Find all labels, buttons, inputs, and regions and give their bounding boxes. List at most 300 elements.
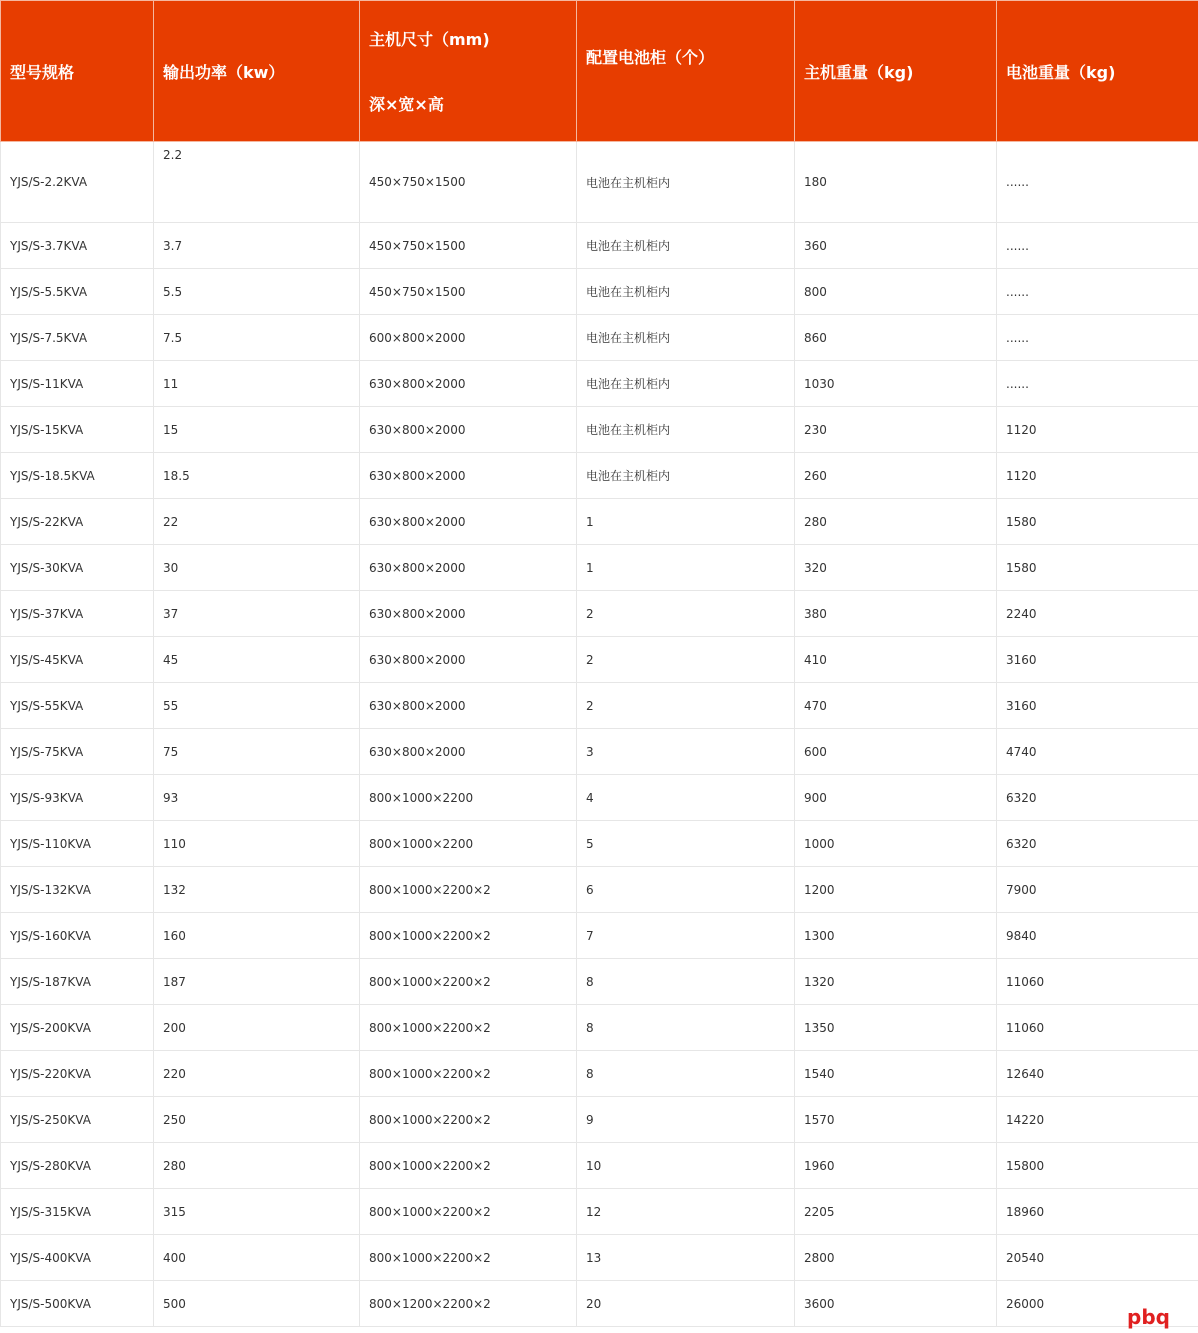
cell-battery-cabinets-text: 20 xyxy=(586,1296,602,1311)
cell-model-text: YJS/S-400KVA xyxy=(10,1250,91,1265)
cell-battery-cabinets xyxy=(577,453,795,499)
cell-battery-weight xyxy=(997,545,1198,591)
table-row xyxy=(1,361,1198,407)
cell-size xyxy=(360,821,577,867)
cell-battery-weight-text: 3160 xyxy=(1006,652,1037,667)
table-row xyxy=(1,1143,1198,1189)
table-row xyxy=(1,591,1198,637)
cell-host-weight xyxy=(795,959,997,1005)
cell-power xyxy=(154,315,360,361)
cell-host-weight-text: 1320 xyxy=(804,974,835,989)
cell-battery-weight xyxy=(997,407,1198,453)
cell-battery-weight xyxy=(997,775,1198,821)
cell-host-weight xyxy=(795,1097,997,1143)
cell-battery-cabinets xyxy=(577,1189,795,1235)
cell-power xyxy=(154,142,360,223)
cell-size xyxy=(360,1235,577,1281)
cell-model xyxy=(1,315,154,361)
cell-power-text: 37 xyxy=(163,606,179,621)
table-row xyxy=(1,775,1198,821)
cell-battery-weight-text: 11060 xyxy=(1006,1020,1045,1035)
header-row xyxy=(1,1,1198,142)
cell-host-weight xyxy=(795,545,997,591)
cell-power xyxy=(154,683,360,729)
cell-host-weight-text: 800 xyxy=(804,284,827,299)
cell-size xyxy=(360,361,577,407)
cell-power xyxy=(154,1005,360,1051)
cell-model xyxy=(1,1097,154,1143)
cell-battery-cabinets-text: 4 xyxy=(586,790,594,805)
cell-power xyxy=(154,775,360,821)
cell-model xyxy=(1,269,154,315)
cell-power-text: 18.5 xyxy=(163,468,190,483)
header-power xyxy=(154,1,360,142)
cell-power-text: 2.2 xyxy=(163,148,183,162)
cell-battery-weight-text: 26000 xyxy=(1006,1296,1045,1311)
cell-battery-cabinets-text: 7 xyxy=(586,928,594,943)
header-size-dimensions: 深×宽×高 xyxy=(369,95,444,114)
cell-power-text: 93 xyxy=(163,790,179,805)
cell-size-text: 800×1000×2200×2 xyxy=(369,1112,491,1127)
cell-battery-weight xyxy=(997,1235,1198,1281)
cell-model xyxy=(1,1005,154,1051)
cell-size-text: 450×750×1500 xyxy=(369,175,466,189)
cell-battery-weight-text: 9840 xyxy=(1006,928,1037,943)
cell-battery-weight xyxy=(997,361,1198,407)
cell-battery-weight xyxy=(997,1051,1198,1097)
cell-size xyxy=(360,453,577,499)
header-battery-cabinet-label: 配置电池柜（个） xyxy=(586,48,715,67)
cell-model-text: YJS/S-3.7KVA xyxy=(10,238,88,253)
cell-battery-weight xyxy=(997,1143,1198,1189)
cell-model xyxy=(1,142,154,223)
cell-size xyxy=(360,1281,577,1327)
cell-size-text: 450×750×1500 xyxy=(369,284,466,299)
cell-power xyxy=(154,499,360,545)
cell-battery-weight-text: ...... xyxy=(1006,376,1029,391)
cell-model xyxy=(1,453,154,499)
cell-battery-cabinets xyxy=(577,867,795,913)
cell-power-text: 200 xyxy=(163,1020,186,1035)
table-row xyxy=(1,142,1198,223)
cell-model xyxy=(1,1235,154,1281)
cell-power xyxy=(154,867,360,913)
cell-host-weight xyxy=(795,1189,997,1235)
cell-battery-weight-text: 14220 xyxy=(1006,1112,1045,1127)
cell-host-weight-text: 600 xyxy=(804,744,827,759)
cell-size-text: 600×800×2000 xyxy=(369,330,466,345)
table-row xyxy=(1,1235,1198,1281)
cell-host-weight-text: 1030 xyxy=(804,376,835,391)
cell-power xyxy=(154,1281,360,1327)
cell-model xyxy=(1,1189,154,1235)
cell-host-weight-text: 360 xyxy=(804,238,827,253)
table-row xyxy=(1,1281,1198,1327)
cell-model xyxy=(1,1281,154,1327)
cell-size-text: 630×800×2000 xyxy=(369,606,466,621)
cell-battery-cabinets-text: 13 xyxy=(586,1250,602,1265)
cell-power-text: 45 xyxy=(163,652,179,667)
cell-size-text: 630×800×2000 xyxy=(369,514,466,529)
table-row xyxy=(1,1051,1198,1097)
header-battery-weight xyxy=(997,1,1198,142)
cell-model-text: YJS/S-132KVA xyxy=(10,882,91,897)
cell-battery-weight-text: 3160 xyxy=(1006,698,1037,713)
cell-model-text: YJS/S-37KVA xyxy=(10,606,84,621)
cell-battery-cabinets-text: 9 xyxy=(586,1112,594,1127)
cell-battery-weight xyxy=(997,223,1198,269)
cell-power xyxy=(154,223,360,269)
cell-size-text: 630×800×2000 xyxy=(369,698,466,713)
cell-model-text: YJS/S-15KVA xyxy=(10,422,84,437)
cell-model-text: YJS/S-500KVA xyxy=(10,1296,91,1311)
cell-battery-cabinets-text: 1 xyxy=(586,514,594,529)
cell-model-text: YJS/S-280KVA xyxy=(10,1158,91,1173)
cell-battery-cabinets-text: 电池在主机柜内 xyxy=(586,285,671,299)
cell-power-text: 11 xyxy=(163,376,179,391)
cell-host-weight xyxy=(795,1005,997,1051)
cell-model xyxy=(1,1051,154,1097)
cell-size xyxy=(360,142,577,223)
cell-battery-weight-text: 20540 xyxy=(1006,1250,1045,1265)
cell-size-text: 800×1000×2200×2 xyxy=(369,928,491,943)
cell-model-text: YJS/S-200KVA xyxy=(10,1020,91,1035)
cell-model xyxy=(1,867,154,913)
header-model xyxy=(1,1,154,142)
cell-model xyxy=(1,683,154,729)
cell-size xyxy=(360,913,577,959)
header-battery-cabinet xyxy=(577,1,795,142)
cell-host-weight-text: 380 xyxy=(804,606,827,621)
cell-host-weight-text: 1570 xyxy=(804,1112,835,1127)
cell-model-text: YJS/S-7.5KVA xyxy=(10,330,88,345)
cell-battery-cabinets xyxy=(577,315,795,361)
table-row xyxy=(1,1097,1198,1143)
cell-battery-weight xyxy=(997,683,1198,729)
cell-model-text: YJS/S-22KVA xyxy=(10,514,84,529)
cell-battery-weight-text: 6320 xyxy=(1006,836,1037,851)
table-row xyxy=(1,1005,1198,1051)
cell-battery-cabinets xyxy=(577,1143,795,1189)
cell-power-text: 5.5 xyxy=(163,284,183,299)
cell-size-text: 630×800×2000 xyxy=(369,652,466,667)
cell-size xyxy=(360,499,577,545)
cell-battery-cabinets xyxy=(577,142,795,223)
cell-host-weight-text: 410 xyxy=(804,652,827,667)
cell-size-text: 800×1000×2200 xyxy=(369,836,474,851)
cell-model-text: YJS/S-187KVA xyxy=(10,974,91,989)
cell-host-weight xyxy=(795,407,997,453)
cell-battery-weight-text: 11060 xyxy=(1006,974,1045,989)
cell-battery-weight xyxy=(997,453,1198,499)
cell-battery-weight-text: 4740 xyxy=(1006,744,1037,759)
cell-host-weight-text: 1300 xyxy=(804,928,835,943)
cell-size xyxy=(360,315,577,361)
cell-battery-weight-text: ...... xyxy=(1006,175,1029,189)
cell-host-weight xyxy=(795,1051,997,1097)
cell-model-text: YJS/S-55KVA xyxy=(10,698,84,713)
cell-model xyxy=(1,591,154,637)
cell-host-weight xyxy=(795,1235,997,1281)
header-battery-weight-label: 电池重量（kg) xyxy=(1006,62,1116,82)
cell-battery-cabinets xyxy=(577,361,795,407)
cell-model xyxy=(1,637,154,683)
cell-battery-cabinets-text: 8 xyxy=(586,1020,594,1035)
cell-battery-cabinets-text: 电池在主机柜内 xyxy=(586,377,671,391)
cell-size xyxy=(360,223,577,269)
cell-model-text: YJS/S-5.5KVA xyxy=(10,284,88,299)
cell-size xyxy=(360,1189,577,1235)
cell-size xyxy=(360,775,577,821)
cell-model xyxy=(1,775,154,821)
cell-battery-cabinets xyxy=(577,499,795,545)
cell-model xyxy=(1,1143,154,1189)
cell-host-weight xyxy=(795,821,997,867)
cell-power-text: 400 xyxy=(163,1250,186,1265)
table-row xyxy=(1,1189,1198,1235)
cell-battery-cabinets xyxy=(577,407,795,453)
watermark: pbq xyxy=(1127,1305,1170,1329)
table-row xyxy=(1,453,1198,499)
table-header xyxy=(1,1,1198,142)
table-row xyxy=(1,821,1198,867)
cell-battery-cabinets xyxy=(577,1097,795,1143)
cell-power-text: 110 xyxy=(163,836,186,851)
cell-host-weight-text: 1960 xyxy=(804,1158,835,1173)
cell-host-weight-text: 2800 xyxy=(804,1250,835,1265)
cell-size-text: 630×800×2000 xyxy=(369,376,466,391)
cell-size-text: 800×1000×2200×2 xyxy=(369,1066,491,1081)
cell-model-text: YJS/S-75KVA xyxy=(10,744,84,759)
cell-size xyxy=(360,591,577,637)
cell-power xyxy=(154,1189,360,1235)
cell-battery-weight xyxy=(997,1097,1198,1143)
cell-power xyxy=(154,1235,360,1281)
header-host-weight-label: 主机重量（kg) xyxy=(804,62,914,82)
cell-battery-weight xyxy=(997,591,1198,637)
cell-battery-weight xyxy=(997,959,1198,1005)
cell-model xyxy=(1,223,154,269)
cell-battery-cabinets xyxy=(577,821,795,867)
cell-battery-weight-text: 12640 xyxy=(1006,1066,1045,1081)
cell-host-weight-text: 1350 xyxy=(804,1020,835,1035)
table-row xyxy=(1,315,1198,361)
header-size xyxy=(360,1,577,142)
cell-host-weight xyxy=(795,1281,997,1327)
table-row xyxy=(1,683,1198,729)
cell-power xyxy=(154,637,360,683)
cell-size-text: 800×1000×2200 xyxy=(369,790,474,805)
cell-host-weight xyxy=(795,142,997,223)
cell-model xyxy=(1,361,154,407)
cell-battery-cabinets-text: 5 xyxy=(586,836,594,851)
cell-host-weight-text: 860 xyxy=(804,330,827,345)
cell-battery-weight-text: 18960 xyxy=(1006,1204,1045,1219)
cell-model-text: YJS/S-2.2KVA xyxy=(10,175,88,189)
cell-host-weight-text: 180 xyxy=(804,175,827,189)
cell-power-text: 75 xyxy=(163,744,179,759)
cell-model-text: YJS/S-110KVA xyxy=(10,836,91,851)
cell-size-text: 630×800×2000 xyxy=(369,744,466,759)
cell-model-text: YJS/S-93KVA xyxy=(10,790,84,805)
cell-battery-weight-text: ...... xyxy=(1006,284,1029,299)
cell-size-text: 800×1000×2200×2 xyxy=(369,1204,491,1219)
cell-battery-cabinets xyxy=(577,775,795,821)
cell-size xyxy=(360,407,577,453)
cell-power-text: 7.5 xyxy=(163,330,183,345)
cell-power xyxy=(154,729,360,775)
cell-host-weight xyxy=(795,269,997,315)
cell-battery-cabinets xyxy=(577,637,795,683)
cell-battery-cabinets-text: 8 xyxy=(586,1066,594,1081)
cell-power-text: 220 xyxy=(163,1066,186,1081)
cell-battery-weight-text: 2240 xyxy=(1006,606,1037,621)
cell-battery-cabinets-text: 3 xyxy=(586,744,594,759)
cell-size-text: 800×1200×2200×2 xyxy=(369,1296,491,1311)
cell-host-weight xyxy=(795,683,997,729)
cell-power xyxy=(154,453,360,499)
cell-battery-weight xyxy=(997,1005,1198,1051)
cell-model xyxy=(1,545,154,591)
cell-host-weight-text: 470 xyxy=(804,698,827,713)
cell-host-weight-text: 1200 xyxy=(804,882,835,897)
cell-battery-cabinets-text: 12 xyxy=(586,1204,602,1219)
cell-battery-cabinets xyxy=(577,1281,795,1327)
cell-battery-cabinets xyxy=(577,545,795,591)
cell-battery-weight xyxy=(997,821,1198,867)
table-row xyxy=(1,729,1198,775)
cell-battery-cabinets-text: 6 xyxy=(586,882,594,897)
table-body xyxy=(1,142,1198,1327)
cell-power-text: 187 xyxy=(163,974,186,989)
cell-model-text: YJS/S-160KVA xyxy=(10,928,91,943)
cell-battery-weight-text: 1580 xyxy=(1006,514,1037,529)
cell-battery-cabinets xyxy=(577,1235,795,1281)
cell-host-weight xyxy=(795,775,997,821)
cell-power xyxy=(154,591,360,637)
cell-power xyxy=(154,1143,360,1189)
cell-size xyxy=(360,729,577,775)
table-row xyxy=(1,913,1198,959)
cell-battery-cabinets xyxy=(577,223,795,269)
table-row xyxy=(1,959,1198,1005)
cell-battery-weight-text: ...... xyxy=(1006,238,1029,253)
cell-size-text: 800×1000×2200×2 xyxy=(369,1250,491,1265)
cell-host-weight xyxy=(795,315,997,361)
cell-power-text: 280 xyxy=(163,1158,186,1173)
cell-battery-cabinets-text: 10 xyxy=(586,1158,602,1173)
cell-size xyxy=(360,1005,577,1051)
cell-battery-cabinets-text: 电池在主机柜内 xyxy=(586,331,671,345)
cell-size-text: 450×750×1500 xyxy=(369,238,466,253)
header-size-label: 主机尺寸（mm) xyxy=(369,30,490,49)
cell-battery-weight-text: 6320 xyxy=(1006,790,1037,805)
cell-size xyxy=(360,269,577,315)
cell-battery-weight-text: 15800 xyxy=(1006,1158,1045,1173)
cell-power xyxy=(154,269,360,315)
cell-battery-weight xyxy=(997,729,1198,775)
cell-model-text: YJS/S-220KVA xyxy=(10,1066,91,1081)
cell-model xyxy=(1,959,154,1005)
cell-model-text: YJS/S-30KVA xyxy=(10,560,84,575)
cell-host-weight-text: 3600 xyxy=(804,1296,835,1311)
cell-power xyxy=(154,821,360,867)
cell-battery-weight xyxy=(997,499,1198,545)
cell-power xyxy=(154,407,360,453)
cell-size-text: 800×1000×2200×2 xyxy=(369,1158,491,1173)
cell-battery-cabinets-text: 电池在主机柜内 xyxy=(586,239,671,253)
cell-power-text: 30 xyxy=(163,560,179,575)
cell-power-text: 315 xyxy=(163,1204,186,1219)
cell-host-weight xyxy=(795,867,997,913)
cell-battery-cabinets-text: 电池在主机柜内 xyxy=(586,469,671,483)
cell-power-text: 132 xyxy=(163,882,186,897)
cell-model-text: YJS/S-250KVA xyxy=(10,1112,91,1127)
cell-size-text: 800×1000×2200×2 xyxy=(369,974,491,989)
cell-battery-weight xyxy=(997,637,1198,683)
cell-power-text: 500 xyxy=(163,1296,186,1311)
cell-battery-cabinets-text: 8 xyxy=(586,974,594,989)
cell-power xyxy=(154,1097,360,1143)
cell-size xyxy=(360,867,577,913)
table-row xyxy=(1,499,1198,545)
cell-host-weight-text: 260 xyxy=(804,468,827,483)
cell-battery-weight-text: 7900 xyxy=(1006,882,1037,897)
cell-power-text: 22 xyxy=(163,514,179,529)
cell-size-text: 800×1000×2200×2 xyxy=(369,882,491,897)
cell-battery-cabinets-text: 2 xyxy=(586,606,594,621)
table-row xyxy=(1,223,1198,269)
cell-battery-weight-text: 1580 xyxy=(1006,560,1037,575)
cell-host-weight xyxy=(795,637,997,683)
cell-battery-cabinets xyxy=(577,729,795,775)
cell-battery-weight xyxy=(997,913,1198,959)
cell-battery-cabinets-text: 2 xyxy=(586,652,594,667)
cell-power-text: 55 xyxy=(163,698,179,713)
cell-power-text: 250 xyxy=(163,1112,186,1127)
cell-host-weight-text: 2205 xyxy=(804,1204,835,1219)
cell-host-weight-text: 1540 xyxy=(804,1066,835,1081)
cell-power xyxy=(154,913,360,959)
cell-host-weight xyxy=(795,223,997,269)
cell-battery-cabinets-text: 1 xyxy=(586,560,594,575)
header-power-label: 输出功率（kw） xyxy=(163,62,285,82)
header-host-weight xyxy=(795,1,997,142)
cell-battery-cabinets-text: 2 xyxy=(586,698,594,713)
cell-host-weight-text: 900 xyxy=(804,790,827,805)
cell-power-text: 15 xyxy=(163,422,179,437)
cell-model xyxy=(1,821,154,867)
cell-size xyxy=(360,637,577,683)
cell-host-weight-text: 320 xyxy=(804,560,827,575)
cell-power-text: 160 xyxy=(163,928,186,943)
cell-battery-cabinets xyxy=(577,683,795,729)
cell-power xyxy=(154,1051,360,1097)
cell-model-text: YJS/S-18.5KVA xyxy=(10,468,95,483)
cell-battery-cabinets xyxy=(577,913,795,959)
cell-size xyxy=(360,1051,577,1097)
cell-power xyxy=(154,361,360,407)
table-row xyxy=(1,545,1198,591)
cell-battery-cabinets-text: 电池在主机柜内 xyxy=(586,423,671,437)
cell-size-text: 630×800×2000 xyxy=(369,468,466,483)
cell-size xyxy=(360,545,577,591)
cell-model-text: YJS/S-11KVA xyxy=(10,376,84,391)
cell-host-weight xyxy=(795,453,997,499)
cell-power xyxy=(154,959,360,1005)
cell-battery-cabinets xyxy=(577,269,795,315)
cell-host-weight xyxy=(795,591,997,637)
